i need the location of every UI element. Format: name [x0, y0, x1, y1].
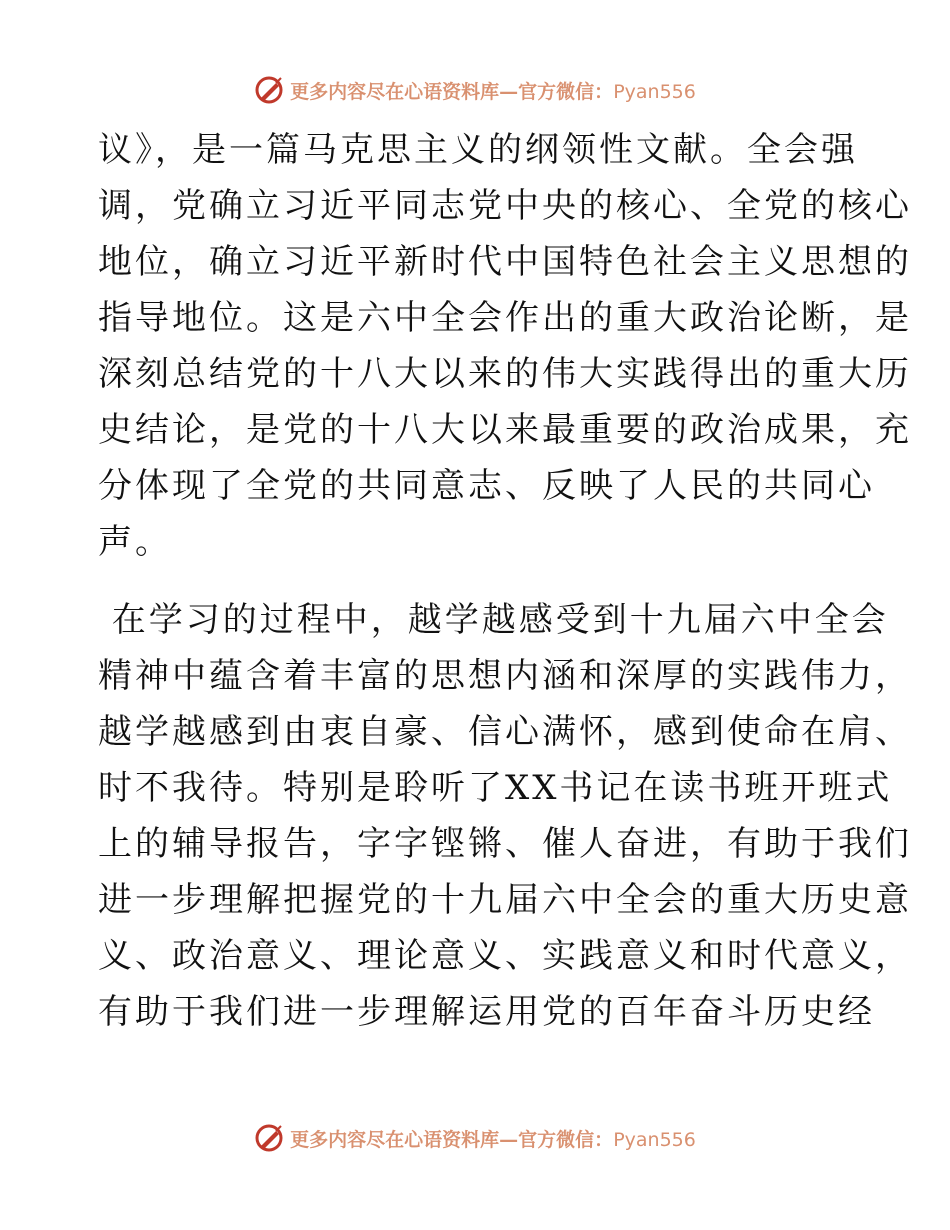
text-line: 调，党确立习近平同志党中央的核心、全党的核心	[98, 186, 912, 226]
header-banner-separator: —	[499, 80, 519, 103]
text-line: 精神中蕴含着丰富的思想内涵和深厚的实践伟力，	[98, 656, 912, 696]
text-line: 指导地位。这是六中全会作出的重大政治论断，是	[98, 298, 912, 338]
paragraph-spacer	[98, 570, 858, 592]
text-line: 上的辅导报告，字字铿锵、催人奋进，有助于我们	[98, 824, 912, 864]
header-banner	[0, 70, 950, 110]
text-line: 史结论，是党的十八大以来最重要的政治成果，充	[98, 410, 912, 450]
text-line: 分体现了全党的共同意志、反映了人民的共同心	[98, 466, 875, 506]
quill-circle-logo-icon	[254, 75, 284, 105]
footer-banner-contact: 官方微信：	[518, 1128, 614, 1151]
header-banner-id: Pyan556	[613, 80, 696, 103]
text-line: 义、政治意义、理论意义、实践意义和时代意义，	[98, 936, 912, 976]
footer-banner-title: 更多内容尽在心语资料库	[290, 1128, 500, 1151]
footer-banner	[0, 1118, 950, 1158]
footer-banner-separator: —	[499, 1128, 519, 1151]
text-line: 声。	[98, 522, 172, 562]
header-banner-title: 更多内容尽在心语资料库	[290, 80, 500, 103]
paragraph-2	[98, 592, 912, 1040]
text-line: 地位，确立习近平新时代中国特色社会主义思想的	[98, 242, 912, 282]
text-line: 进一步理解把握党的十九届六中全会的重大历史意	[98, 880, 912, 920]
text-line: 有助于我们进一步理解运用党的百年奋斗历史经	[98, 992, 875, 1032]
text-line: 在学习的过程中，越学越感受到十九届六中全会	[98, 600, 889, 640]
paragraph-1	[98, 122, 912, 570]
document-body	[98, 122, 912, 1040]
text-line: 议》，是一篇马克思主义的纲领性文献。全会强	[98, 130, 858, 170]
footer-banner-text	[290, 1125, 696, 1152]
header-banner-text	[290, 77, 696, 104]
quill-circle-logo-icon	[254, 1123, 284, 1153]
footer-banner-id: Pyan556	[613, 1128, 696, 1151]
text-line: 时不我待。特别是聆听了XX书记在读书班开班式	[98, 768, 893, 808]
header-banner-contact: 官方微信：	[518, 80, 614, 103]
text-line: 深刻总结党的十八大以来的伟大实践得出的重大历	[98, 354, 912, 394]
text-line: 越学越感到由衷自豪、信心满怀，感到使命在肩、	[98, 712, 912, 752]
